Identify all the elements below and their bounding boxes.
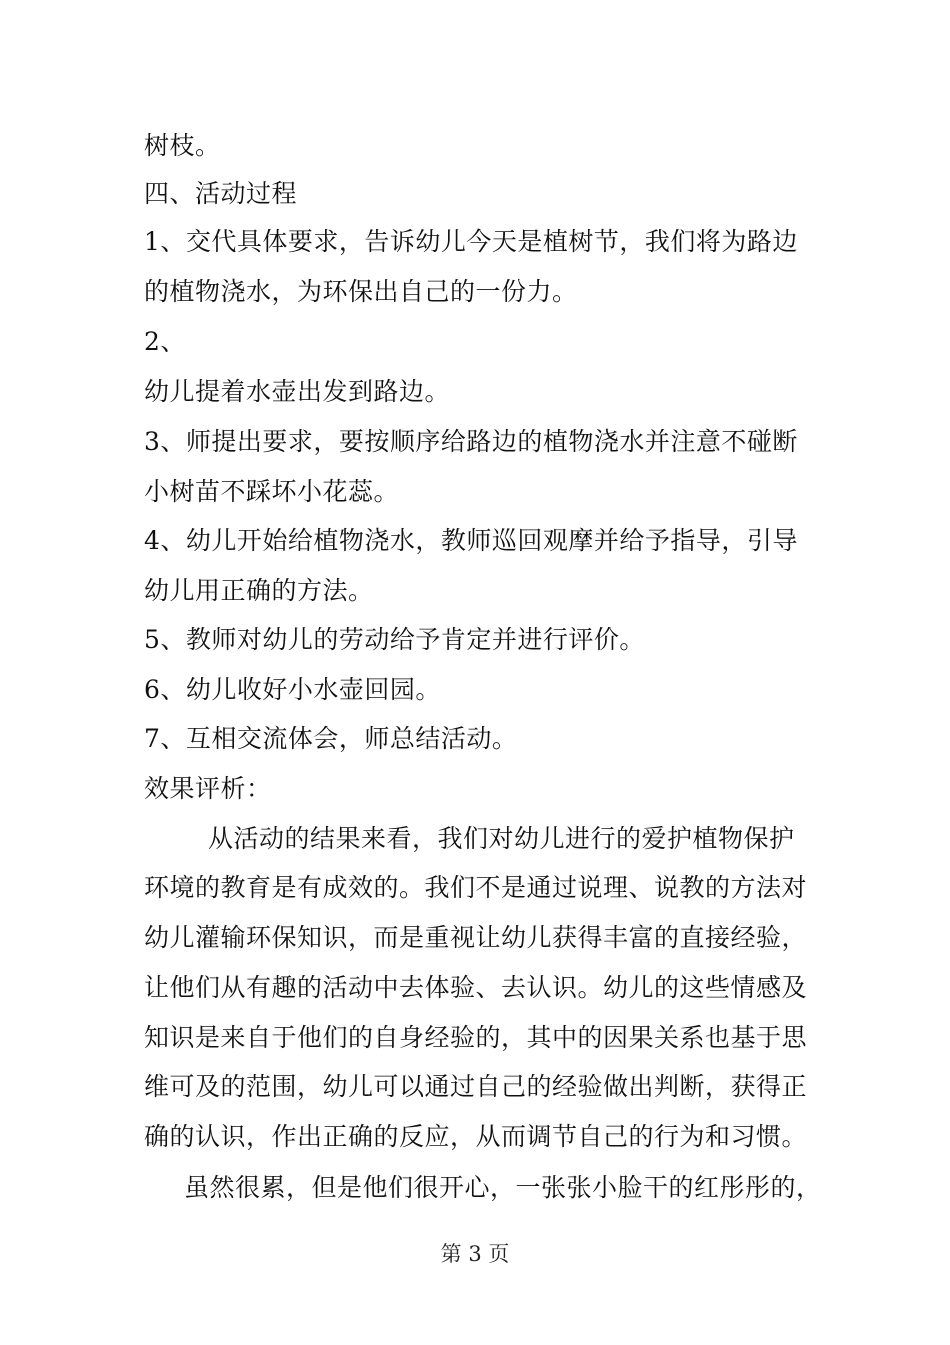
text-line-4: 的植物浇水，为环保出自己的一份力。 <box>144 277 578 306</box>
text-line-9: 4、幼儿开始给植物浇水，教师巡回观摩并给予指导，引导 <box>144 526 798 555</box>
paragraph-line-7: 确的认识，作出正确的反应，从而调节自己的行为和习惯。 <box>144 1122 808 1151</box>
text-line-1: 树枝。 <box>144 131 221 160</box>
section-heading: 四、活动过程 <box>144 179 298 208</box>
paragraph-line-8: 虽然很累，但是他们很开心，一张张小脸干的红彤彤的， <box>184 1173 822 1202</box>
paragraph-line-1: 从活动的结果来看，我们对幼儿进行的爱护植物保护 <box>208 824 795 853</box>
text-line-8: 小树苗不踩坏小花蕊。 <box>144 477 400 506</box>
text-line-12: 6、幼儿收好小水壶回园。 <box>144 675 441 704</box>
paragraph-line-3: 幼儿灌输环保知识，而是重视让幼儿获得丰富的直接经验， <box>144 923 808 952</box>
paragraph-line-5: 知识是来自于他们的自身经验的，其中的因果关系也基于思 <box>144 1023 808 1052</box>
text-line-13: 7、互相交流体会，师总结活动。 <box>144 724 518 753</box>
text-line-5: 2、 <box>144 327 186 356</box>
text-line-11: 5、教师对幼儿的劳动给予肯定并进行评价。 <box>144 625 645 654</box>
paragraph-line-4: 让他们从有趣的活动中去体验、去认识。幼儿的这些情感及 <box>144 973 808 1002</box>
paragraph-line-2: 环境的教育是有成效的。我们不是通过说理、说教的方法对 <box>144 873 808 902</box>
text-line-3: 1、交代具体要求，告诉幼儿今天是植树节，我们将为路边 <box>144 227 798 256</box>
text-line-7: 3、师提出要求，要按顺序给路边的植物浇水并注意不碰断 <box>144 427 798 456</box>
paragraph-line-6: 维可及的范围，幼儿可以通过自己的经验做出判断，获得正 <box>144 1072 808 1101</box>
text-line-6: 幼儿提着水壶出发到路边。 <box>144 377 451 406</box>
page-number-footer: 第 3 页 <box>440 1242 510 1266</box>
section-heading-evaluation: 效果评析： <box>144 774 272 803</box>
text-line-10: 幼儿用正确的方法。 <box>144 576 374 605</box>
